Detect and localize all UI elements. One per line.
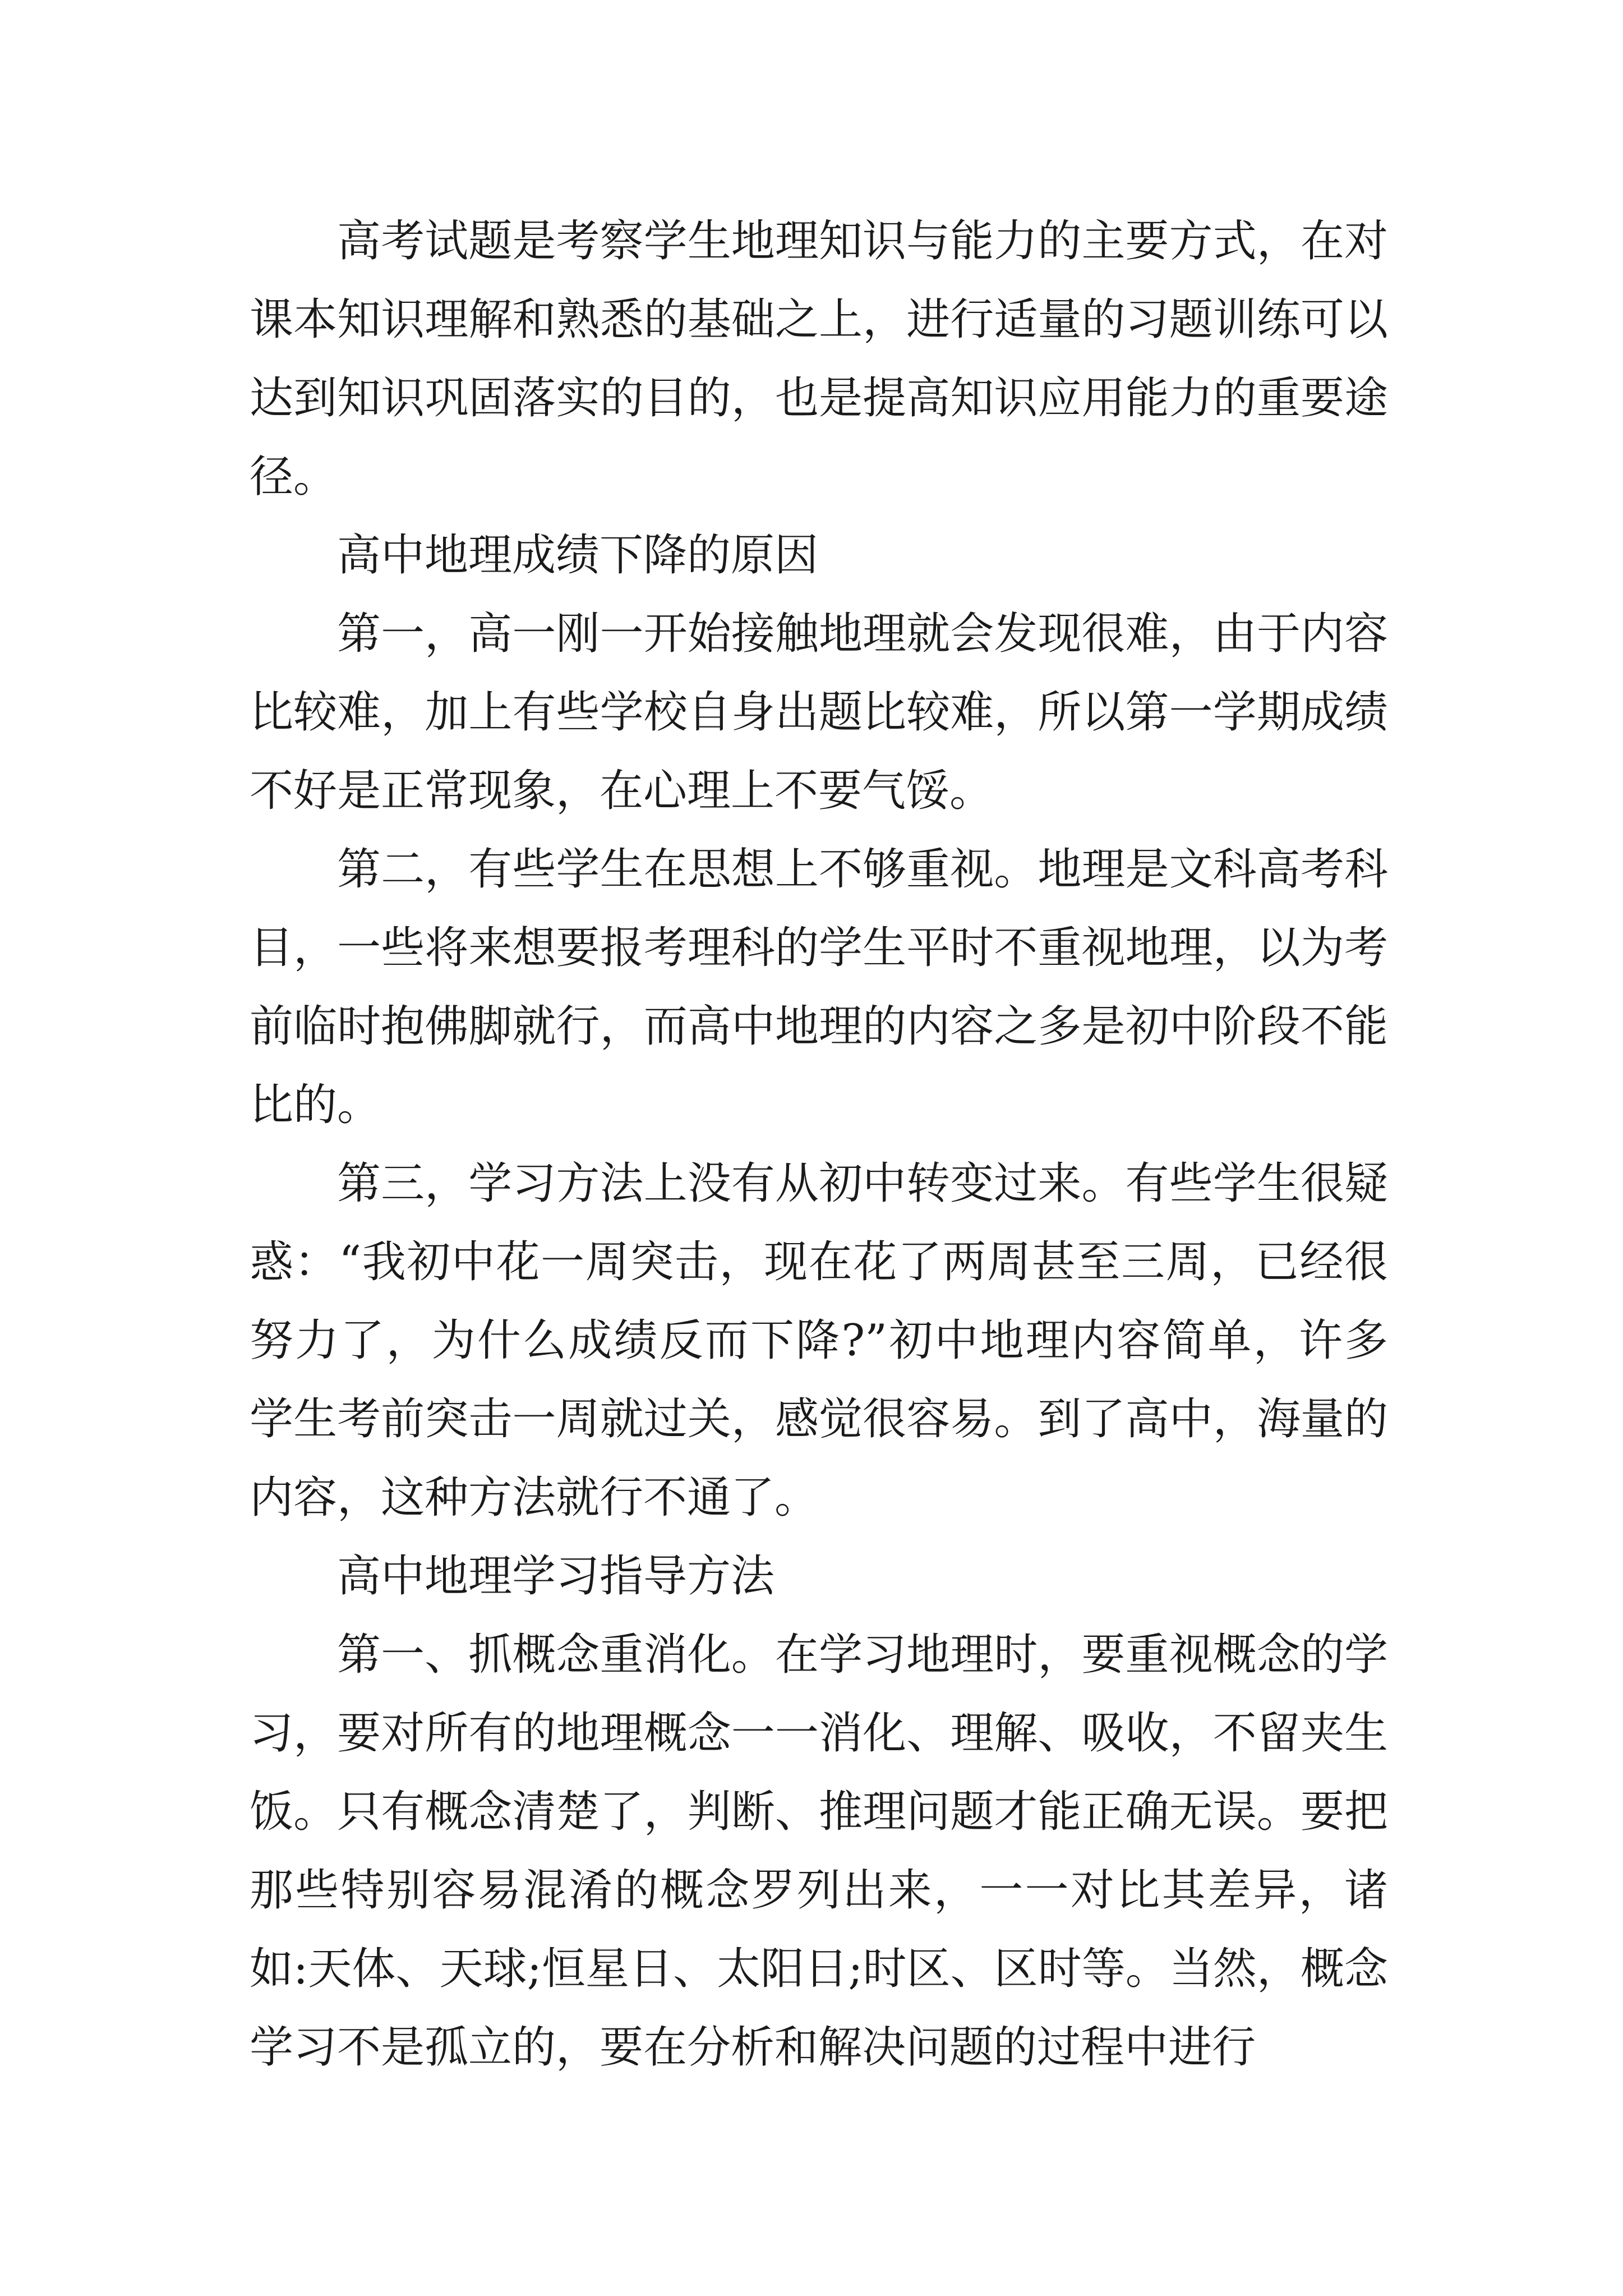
document-body [250, 202, 1388, 2087]
section-heading-reasons: 高中地理成绩下降的原因 [337, 530, 819, 581]
reason-paragraph-3: 第三，学习方法上没有从初中转变过来。有些学生很疑惑：“我初中花一周突击，现在花了两周甚至三周，已经很努力了，为什么成绩反而下降?”初中地理内容简单，许多学生考前突击一周就过关，感觉很容易。到了高中，海量的内容，这种方法就行不通了。 [250, 1158, 1388, 1523]
intro-paragraph: 高考试题是考察学生地理知识与能力的主要方式，在对课本知识理解和熟悉的基础之上，进行适量的习题训练可以达到知识巩固落实的目的，也是提高知识应用能力的重要途径。 [250, 216, 1388, 502]
section-heading-methods: 高中地理学习指导方法 [337, 1551, 775, 1602]
reason-paragraph-2: 第二，有些学生在思想上不够重视。地理是文科高考科目，一些将来想要报考理科的学生平时不重视地理，以为考前临时抱佛脚就行，而高中地理的内容之多是初中阶段不能比的。 [250, 844, 1388, 1130]
reason-paragraph-1: 第一，高一刚一开始接触地理就会发现很难，由于内容比较难，加上有些学校自身出题比较难，所以第一学期成绩不好是正常现象，在心理上不要气馁。 [250, 609, 1388, 816]
method-paragraph-1: 第一、抓概念重消化。在学习地理时，要重视概念的学习，要对所有的地理概念一一消化、理解、吸收，不留夹生饭。只有概念清楚了，判断、推理问题才能正确无误。要把那些特别容易混淆的概念罗列出来，一一对比其差异，诸如:天体、天球;恒星日、太阳日;时区、区时等。当然，概念学习不是孤立的，要在分析和解决问题的过程中进行 [250, 1630, 1388, 2073]
